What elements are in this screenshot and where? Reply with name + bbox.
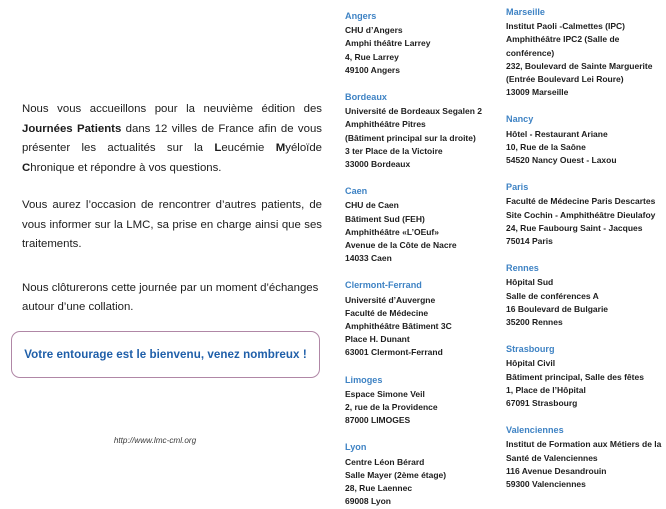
intro-p1-seg1: Nous vous accueillons pour la neuvième édition des — [22, 103, 322, 115]
intro-column — [0, 0, 345, 468]
address-column-middle — [345, 0, 505, 507]
address-line: 16 Boulevard de Bulgarie — [506, 303, 609, 314]
address-line: Université de Bordeaux Segalen 2 — [345, 106, 482, 117]
address-line: Amphithéâtre Pitres — [345, 119, 426, 130]
intro-p1-bold-l: L — [214, 142, 222, 154]
address-line: Hôpital Sud — [506, 277, 554, 288]
address-line: Amphi théâtre Larrey — [345, 38, 431, 49]
city-block-strasbourg — [506, 343, 666, 410]
city-block-angers — [345, 10, 505, 77]
address-line: 3 ter Place de la Victoire — [345, 145, 443, 156]
city-block-valenciennes — [506, 424, 666, 491]
city-heading: Lyon — [345, 442, 367, 453]
address-line: Amphithéâtre IPC2 (Salle de conférence) — [506, 34, 620, 58]
city-block-nancy — [506, 113, 666, 167]
city-block-limoges — [345, 374, 505, 428]
city-block-rennes — [506, 262, 666, 329]
address-line: 24, Rue Faubourg Saint - Jacques — [506, 222, 643, 233]
city-heading: Bordeaux — [345, 92, 387, 103]
intro-p1-seg2: dans 12 villes de France afin de vous présenter les actualités sur la — [22, 122, 322, 154]
address-line: 49100 Angers — [345, 64, 400, 75]
address-line: 2, rue de la Providence — [345, 402, 438, 413]
address-line: 116 Avenue Desandrouin — [506, 465, 607, 476]
city-heading: Valenciennes — [506, 425, 564, 436]
address-line: 35200 Rennes — [506, 317, 563, 328]
city-heading: Nancy — [506, 114, 534, 125]
city-heading: Caen — [345, 186, 368, 197]
address-line: Salle Mayer (2ème étage) — [345, 469, 447, 480]
address-line: Hôtel - Restaurant Ariane — [506, 128, 608, 139]
city-block-bordeaux — [345, 91, 505, 171]
intro-p1-bold-journees-patients: Journées Patients — [22, 122, 122, 135]
address-line: CHU d’Angers — [345, 25, 403, 36]
city-heading: Angers — [345, 11, 377, 21]
address-line: 75014 Paris — [506, 236, 553, 247]
address-line: Bâtiment Sud (FEH) — [345, 213, 425, 224]
address-line: Institut Paoli -Calmettes (IPC) — [506, 21, 626, 32]
callout-box — [11, 331, 320, 378]
address-line: CHU de Caen — [345, 200, 399, 211]
address-line: Espace Simone Veil — [345, 388, 425, 399]
city-heading: Clermont-Ferrand — [345, 280, 422, 291]
city-heading: Limoges — [345, 374, 383, 385]
city-heading: Paris — [506, 182, 529, 193]
intro-paragraph-2: Vous aurez l’occasion de rencontrer d’autres patients, de vous informer sur la LMC, sa prise en charge ainsi que ses traitements. — [22, 199, 322, 250]
address-line: 63001 Clermont-Ferrand — [345, 347, 443, 358]
address-line: Centre Léon Bérard — [345, 456, 425, 467]
address-line: 69008 Lyon — [345, 496, 391, 507]
intro-p1-bold-c: C — [22, 161, 31, 174]
city-block-paris — [506, 181, 666, 248]
address-line: Place H. Dunant — [345, 334, 410, 345]
address-line: 59300 Valenciennes — [506, 479, 586, 490]
address-line: 28, Rue Laennec — [345, 483, 413, 494]
city-block-clermont-ferrand — [345, 279, 505, 359]
address-line: (Entrée Boulevard Lei Roure) — [506, 74, 624, 85]
address-line: 232, Boulevard de Sainte Marguerite — [506, 60, 653, 71]
address-line: Salle de conférences A — [506, 290, 599, 301]
city-heading: Rennes — [506, 263, 539, 274]
address-line: 13009 Marseille — [506, 87, 569, 98]
address-line: Institut de Formation aux Métiers de la Santé de Valenciennes — [506, 439, 662, 463]
city-block-caen — [345, 185, 505, 265]
address-line: 14033 Caen — [345, 253, 392, 264]
address-line: Bâtiment principal, Salle des fêtes — [506, 371, 644, 382]
address-line: 54520 Nancy Ouest - Laxou — [506, 155, 617, 166]
intro-p1-seg3: eucémie — [221, 142, 276, 154]
address-column-right — [506, 0, 666, 490]
intro-paragraph-1 — [22, 100, 322, 178]
city-heading: Marseille — [506, 7, 545, 17]
address-line: 67091 Strasbourg — [506, 398, 578, 409]
address-line: Avenue de la Côte de Nacre — [345, 240, 457, 251]
address-line: Amphithéâtre Bâtiment 3C — [345, 321, 452, 332]
intro-text-block — [22, 100, 322, 318]
address-line: 87000 LIMOGES — [345, 415, 411, 426]
intro-p1-bold-m: M — [275, 142, 286, 154]
address-line: Faculté de Médecine — [345, 307, 429, 318]
intro-p1-seg5: hronique et répondre à vos questions. — [30, 161, 222, 174]
city-block-lyon — [345, 441, 505, 508]
address-line: 33000 Bordeaux — [345, 159, 411, 170]
address-line: Site Cochin - Amphithéâtre Dieulafoy — [506, 209, 656, 220]
address-line: 4, Rue Larrey — [345, 51, 399, 62]
intro-p1-seg4: yéloïde — [285, 142, 322, 154]
footer-website-url[interactable]: http://www.lmc-cml.org — [113, 436, 197, 445]
address-line: Amphithéâtre «L’OEuf» — [345, 226, 439, 237]
address-line: Université d’Auvergne — [345, 294, 436, 305]
address-line: Faculté de Médecine Paris Descartes — [506, 196, 656, 207]
callout-text: Votre entourage est le bienvenu, venez nombreux ! — [24, 348, 307, 361]
city-heading: Strasbourg — [506, 344, 555, 355]
address-line: (Bâtiment principal sur la droite) — [345, 132, 476, 143]
address-line: Hôpital Civil — [506, 358, 556, 369]
address-line: 10, Rue de la Saône — [506, 141, 586, 152]
address-line: 1, Place de l’Hôpital — [506, 384, 586, 395]
intro-paragraph-3: Nous clôturerons cette journée par un moment d’échanges autour d’une collation. — [22, 281, 319, 313]
city-block-marseille — [506, 6, 666, 99]
